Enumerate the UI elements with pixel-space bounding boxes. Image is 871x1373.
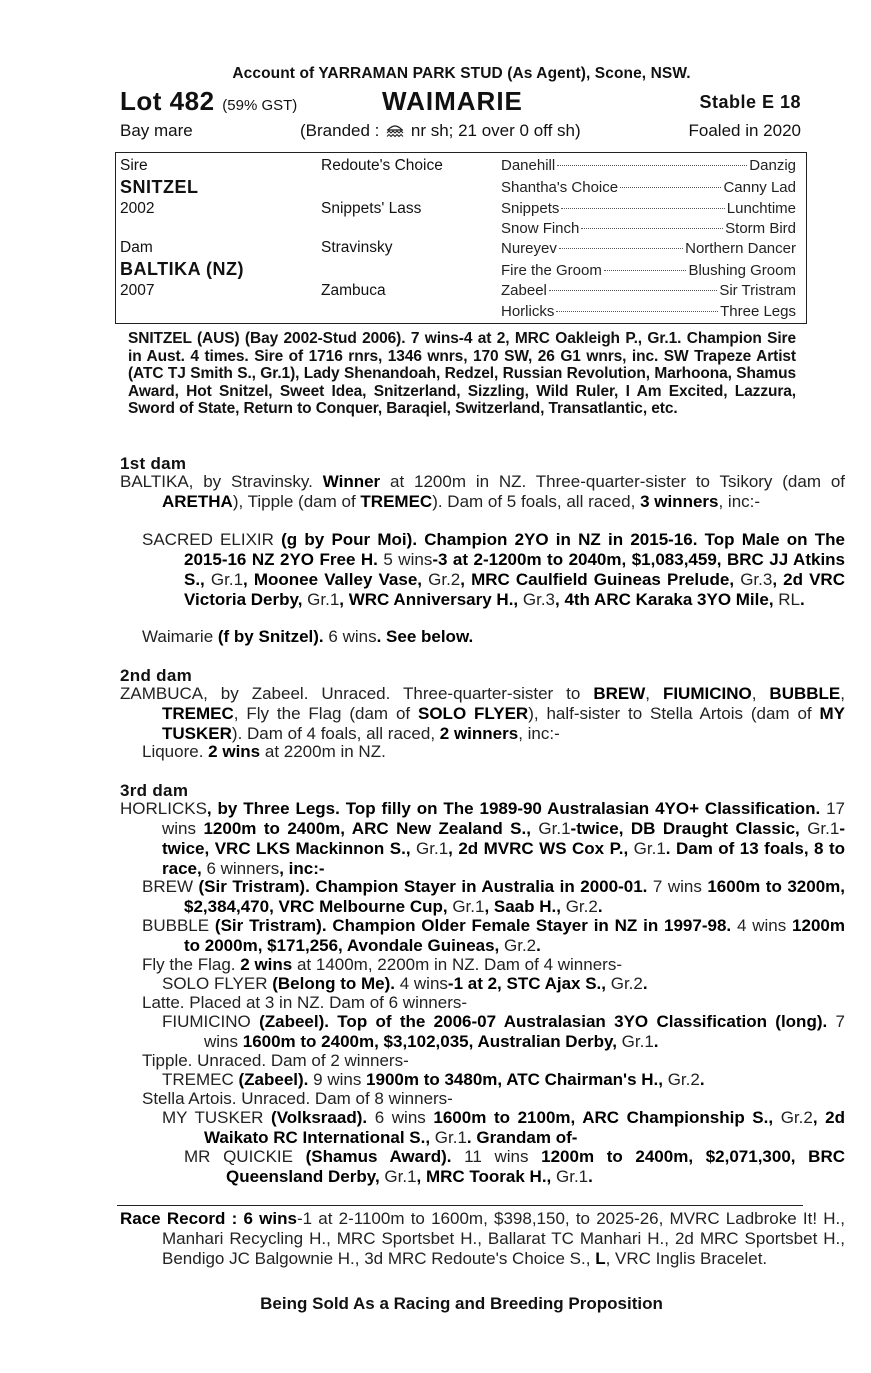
brand-info bbox=[300, 121, 581, 141]
plain-text: TREMEC bbox=[162, 1070, 234, 1089]
plain-text: 17 wins bbox=[162, 799, 845, 838]
grandparent-sire: Danzig bbox=[749, 157, 796, 174]
bold-text: , Saab H., bbox=[484, 897, 566, 916]
sacred-elixir-entry bbox=[142, 530, 845, 610]
bold-text: 1600m to 3200m, $2,384,470, VRC Melbourne Cup, bbox=[184, 877, 845, 916]
fiumicino-entry bbox=[162, 1012, 845, 1052]
dam-label: Dam bbox=[120, 239, 153, 256]
plain-text: SOLO FLYER bbox=[162, 974, 268, 993]
plain-text: RL bbox=[778, 590, 801, 609]
gst-note: (59% GST) bbox=[222, 97, 298, 114]
bold-text: L bbox=[595, 1249, 606, 1268]
plain-text: , bbox=[840, 684, 845, 703]
section-divider bbox=[117, 1205, 803, 1206]
plain-text: BREW bbox=[142, 877, 193, 896]
bold-text: . bbox=[653, 1032, 659, 1051]
bold-text: . bbox=[699, 1070, 705, 1089]
lot-header bbox=[120, 86, 803, 120]
grandparent-name: Danehill bbox=[501, 157, 556, 174]
plain-text: Waimarie bbox=[142, 627, 214, 646]
bold-text: . bbox=[536, 936, 541, 955]
grandparent-name: Snippets bbox=[501, 200, 560, 217]
bold-text: SOLO FLYER bbox=[418, 704, 529, 723]
plain-text: ). Dam of 5 foals, all raced, bbox=[432, 492, 641, 511]
grandparent-row bbox=[501, 240, 796, 257]
bold-text: , MRC Toorak H., bbox=[416, 1167, 557, 1186]
stable-number: Stable E 18 bbox=[699, 92, 801, 112]
bold-text: , Moonee Valley Vase, bbox=[243, 570, 429, 589]
lot-label: Lot 482 bbox=[120, 86, 215, 116]
grandparent-sire: Northern Dancer bbox=[685, 240, 796, 257]
plain-text: Gr.1 bbox=[621, 1032, 654, 1051]
grandparent-name: Nureyev bbox=[501, 240, 557, 257]
brand-prefix: (Branded : bbox=[300, 121, 380, 140]
plain-text: Gr.1 bbox=[434, 1128, 467, 1147]
grandparent-sire: Storm Bird bbox=[725, 220, 796, 237]
second-dam-text bbox=[120, 684, 845, 744]
lot-number bbox=[120, 86, 297, 117]
horse-name: WAIMARIE bbox=[382, 86, 523, 116]
bold-text: -3 at 2-1200m to 2040m, $1,083,459, BRC JJ Atkins S., bbox=[184, 550, 846, 589]
plain-text: ), half-sister to Stella Artois (dam of bbox=[528, 704, 820, 723]
sex-colour: Bay mare bbox=[120, 121, 193, 140]
sire-name: SNITZEL bbox=[120, 177, 199, 197]
bold-text: . Grandam of- bbox=[466, 1128, 578, 1147]
plain-text: ), Tipple (dam of bbox=[232, 492, 361, 511]
latte-entry bbox=[142, 993, 803, 1013]
plain-text: BALTIKA, by Stravinsky. bbox=[120, 472, 323, 491]
plain-text: -1 at 2-1100m to 1600m, $398,150, to 2025-26, MVRC Ladbroke It! H., Manhari Recycling H., MRC Sportsbet H., Ballarat TC Manhari H., 2d MRC Sportsbet H., Bendigo JC Balgownie H., 3d MRC Redoute's Choice S., bbox=[162, 1209, 845, 1268]
bold-text: . Dam of 13 foals, 8 to race, bbox=[162, 839, 845, 878]
plain-text: Gr.1 bbox=[210, 570, 244, 589]
plain-text: Gr.1 bbox=[633, 839, 666, 858]
plain-text: HORLICKS bbox=[120, 799, 207, 818]
plain-text: , inc:- bbox=[518, 724, 560, 743]
bold-text: Winner bbox=[322, 472, 381, 491]
plain-text: Gr.2 bbox=[610, 974, 643, 993]
bold-text: , 2d Waikato RC International S., bbox=[204, 1108, 845, 1147]
bold-text: 1600m to 2100m, ARC Championship S., bbox=[425, 1108, 781, 1127]
second-dam-heading: 2nd dam bbox=[120, 666, 193, 685]
brew-entry bbox=[142, 877, 845, 917]
grandparent-sire: Lunchtime bbox=[726, 200, 796, 217]
plain-text: MY TUSKER bbox=[162, 1108, 264, 1127]
sire-summary: SNITZEL (AUS) (Bay 2002-Stud 2006). 7 wins-4 at 2, MRC Oakleigh P., Gr.1. Champion Sire in Aust. 4 times. Sire of 1716 rnrs, 1346 wnrs, 170 SW, 26 G1 wnrs, inc. SW Trapeze Artist (ATC TJ Smith S., Gr.1), Lady Shenandoah, Redzel, Russian Revolution, Marhoona, Shamus Award, Hot Snitzel, Sweet Idea, Snitzerland, Sizzling, Wild Ruler, I Am Excited, Lazzura, Sword of State, Return to Conquer, Baraqiel, Switzerland, Transatlantic, etc. bbox=[128, 330, 796, 417]
bold-text: 1200m to 2400m, ARC New Zealand S., bbox=[196, 819, 539, 838]
plain-text: 6 wins bbox=[328, 627, 377, 646]
bold-text: 1200m to 2000m, $171,256, Avondale Guineas, bbox=[184, 916, 845, 955]
pedigree-table bbox=[115, 152, 807, 324]
bold-text: . See below. bbox=[376, 627, 474, 646]
plain-text: Gr.3 bbox=[522, 590, 555, 609]
plain-text: Gr.1 bbox=[416, 839, 449, 858]
plain-text: at 1200m in NZ. Three-quarter-sister to Tsikory (dam of bbox=[380, 472, 846, 491]
plain-text: 11 wins bbox=[464, 1147, 529, 1166]
bold-text: 3 winners bbox=[640, 492, 719, 511]
plain-text: Gr.2 bbox=[428, 570, 461, 589]
dam-name: BALTIKA (NZ) bbox=[120, 259, 244, 279]
bold-text: (Zabeel). bbox=[233, 1070, 314, 1089]
grandparent-name: Snow Finch bbox=[501, 220, 580, 237]
plain-text: ). Dam of 4 foals, all raced, bbox=[231, 724, 440, 743]
plain-text: 5 wins bbox=[383, 550, 433, 569]
grandparent-sire: Blushing Groom bbox=[688, 262, 796, 279]
grandparent-row bbox=[501, 179, 796, 196]
tremec-entry bbox=[162, 1070, 803, 1090]
first-dam-heading: 1st dam bbox=[120, 454, 187, 473]
bold-text: , WRC Anniversary H., bbox=[339, 590, 523, 609]
plain-text: Gr.3 bbox=[740, 570, 773, 589]
bold-text: , 2d MVRC WS Cox P., bbox=[448, 839, 634, 858]
dam-dam: Zambuca bbox=[321, 282, 386, 299]
bold-text: MY TUSKER bbox=[162, 704, 845, 743]
bold-text: (Sir Tristram). Champion Older Female Stayer in NZ in 1997-98. bbox=[209, 916, 737, 935]
plain-text: SACRED ELIXIR bbox=[142, 530, 274, 549]
plain-text: , bbox=[751, 684, 770, 703]
bold-text: 2 wins bbox=[240, 955, 293, 974]
bold-text: (Sir Tristram). Champion Stayer in Australia in 2000-01. bbox=[193, 877, 653, 896]
plain-text: at 2200m in NZ. bbox=[260, 742, 386, 761]
grandparent-row bbox=[501, 200, 796, 217]
plain-text: 9 wins bbox=[313, 1070, 362, 1089]
plain-text: Liquore. bbox=[142, 742, 209, 761]
bold-text: ARETHA bbox=[162, 492, 233, 511]
bold-text: BUBBLE bbox=[769, 684, 841, 703]
plain-text: Gr.1 bbox=[452, 897, 485, 916]
third-dam-text bbox=[120, 799, 845, 879]
stella-artois-entry bbox=[142, 1089, 803, 1109]
bold-text: 1900m to 3480m, ATC Chairman's H., bbox=[361, 1070, 668, 1089]
grandparent-row bbox=[501, 303, 796, 320]
plain-text: Latte. Placed at 3 in NZ. Dam of 6 winners- bbox=[142, 993, 468, 1012]
liquore-entry bbox=[142, 742, 803, 762]
plain-text: ZAMBUCA, by Zabeel. Unraced. Three-quarter-sister to bbox=[120, 684, 594, 703]
plain-text: Gr.1 bbox=[384, 1167, 417, 1186]
plain-text: Gr.1 bbox=[556, 1167, 589, 1186]
brand-mark-icon bbox=[384, 122, 406, 138]
bold-text: -twice, VRC LKS Mackinnon S., bbox=[162, 819, 845, 858]
dam-sire: Stravinsky bbox=[321, 239, 393, 256]
grandparent-row bbox=[501, 282, 796, 299]
plain-text: Gr.1 bbox=[307, 590, 340, 609]
plain-text: Gr.2 bbox=[667, 1070, 700, 1089]
bold-text: 1600m to 2400m, $3,102,035, Australian Derby, bbox=[238, 1032, 622, 1051]
bold-text: (f by Snitzel). bbox=[213, 627, 329, 646]
plain-text: at 1400m, 2200m in NZ. Dam of 4 winners- bbox=[292, 955, 622, 974]
plain-text: Tipple. Unraced. Dam of 2 winners- bbox=[142, 1051, 409, 1070]
bold-text: 2 winners bbox=[439, 724, 519, 743]
plain-text: 6 wins bbox=[374, 1108, 426, 1127]
plain-text: , inc:- bbox=[718, 492, 761, 511]
plain-text: , bbox=[645, 684, 663, 703]
bold-text: (Volksraad). bbox=[263, 1108, 375, 1127]
plain-text: , Fly the Flag (dam of bbox=[233, 704, 418, 723]
bold-text: (Belong to Me). bbox=[267, 974, 400, 993]
bold-text: 1200m to 2400m, $2,071,300, BRC Queensland Derby, bbox=[226, 1147, 845, 1186]
bold-text: TREMEC bbox=[360, 492, 433, 511]
bubble-entry bbox=[142, 916, 845, 956]
tipple-entry bbox=[142, 1051, 803, 1071]
sire-label: Sire bbox=[120, 157, 148, 174]
bold-text: BREW bbox=[593, 684, 646, 703]
grandparent-name: Zabeel bbox=[501, 282, 547, 299]
grandparent-sire: Sir Tristram bbox=[719, 282, 796, 299]
plain-text: 7 wins bbox=[204, 1012, 845, 1051]
bold-text: FIUMICINO bbox=[662, 684, 752, 703]
plain-text: 7 wins bbox=[652, 877, 702, 896]
bold-text: , 2d VRC Victoria Derby, bbox=[184, 570, 845, 609]
brand-suffix: nr sh; 21 over 0 off sh) bbox=[410, 121, 581, 140]
bold-text: 2 wins bbox=[208, 742, 261, 761]
bold-text: , by Three Legs. Top filly on The 1989-90 Australasian 4YO+ Classification. bbox=[206, 799, 827, 818]
plain-text: Gr.2 bbox=[504, 936, 537, 955]
foaled-year: Foaled in 2020 bbox=[688, 121, 801, 140]
mr-quickie-entry bbox=[184, 1147, 845, 1187]
bold-text: . bbox=[588, 1167, 593, 1186]
plain-text: FIUMICINO bbox=[162, 1012, 251, 1031]
bold-text: -twice, DB Draught Classic, bbox=[570, 819, 808, 838]
plain-text: Fly the Flag. bbox=[142, 955, 241, 974]
plain-text: MR QUICKIE bbox=[184, 1147, 293, 1166]
bold-text: , 4th ARC Karaka 3YO Mile, bbox=[555, 590, 779, 609]
sire-dam: Snippets' Lass bbox=[321, 200, 422, 217]
bold-text: (Shamus Award). bbox=[293, 1147, 465, 1166]
bold-text: TREMEC bbox=[162, 704, 234, 723]
bold-text: -1 at 2, STC Ajax S., bbox=[447, 974, 611, 993]
bold-text: . bbox=[800, 590, 805, 609]
bold-text: , inc:- bbox=[279, 859, 325, 878]
plain-text: Gr.2 bbox=[780, 1108, 813, 1127]
plain-text: 6 winners bbox=[206, 859, 280, 878]
bold-text: . bbox=[642, 974, 648, 993]
first-dam-text bbox=[120, 472, 845, 512]
grandparent-sire: Three Legs bbox=[720, 303, 796, 320]
grandparent-sire: Canny Lad bbox=[723, 179, 796, 196]
plain-text: 4 wins bbox=[736, 916, 787, 935]
third-dam-heading: 3rd dam bbox=[120, 781, 189, 800]
grandparent-name: Horlicks bbox=[501, 303, 555, 320]
vendor-account: Account of YARRAMAN PARK STUD (As Agent), Scone, NSW. bbox=[232, 65, 691, 82]
bold-text: Race Record : 6 wins bbox=[120, 1209, 297, 1228]
plain-text: Stella Artois. Unraced. Dam of 8 winners- bbox=[142, 1089, 453, 1108]
my-tusker-entry bbox=[162, 1108, 845, 1148]
grandparent-name: Fire the Groom bbox=[501, 262, 602, 279]
waimarie-entry bbox=[142, 627, 803, 647]
grandparent-row bbox=[501, 262, 796, 279]
grandparent-name: Shantha's Choice bbox=[501, 179, 619, 196]
plain-text: Gr.1 bbox=[807, 819, 840, 838]
bold-text: , MRC Caulfield Guineas Prelude, bbox=[460, 570, 741, 589]
sire-year: 2002 bbox=[120, 200, 155, 217]
bold-text: (g by Pour Moi). Champion 2YO in NZ in 2015-16. Top Male on The 2015-16 NZ 2YO Free H. bbox=[184, 530, 845, 569]
plain-text: BUBBLE bbox=[142, 916, 210, 935]
fly-the-flag-entry bbox=[142, 955, 803, 975]
grandparent-row bbox=[501, 220, 796, 237]
plain-text: Gr.1 bbox=[538, 819, 571, 838]
dam-year: 2007 bbox=[120, 282, 155, 299]
plain-text: , VRC Inglis Bracelet. bbox=[605, 1249, 768, 1268]
sale-note: Being Sold As a Racing and Breeding Proposition bbox=[260, 1294, 663, 1313]
solo-flyer-entry bbox=[162, 974, 803, 994]
race-record bbox=[120, 1209, 845, 1269]
bold-text: . bbox=[597, 897, 603, 916]
sire-sire: Redoute's Choice bbox=[321, 157, 443, 174]
grandparent-row bbox=[501, 157, 796, 174]
plain-text: 4 wins bbox=[399, 974, 448, 993]
plain-text: Gr.2 bbox=[565, 897, 598, 916]
bold-text: (Zabeel). Top of the 2006-07 Australasian 3YO Classification (long). bbox=[250, 1012, 836, 1031]
